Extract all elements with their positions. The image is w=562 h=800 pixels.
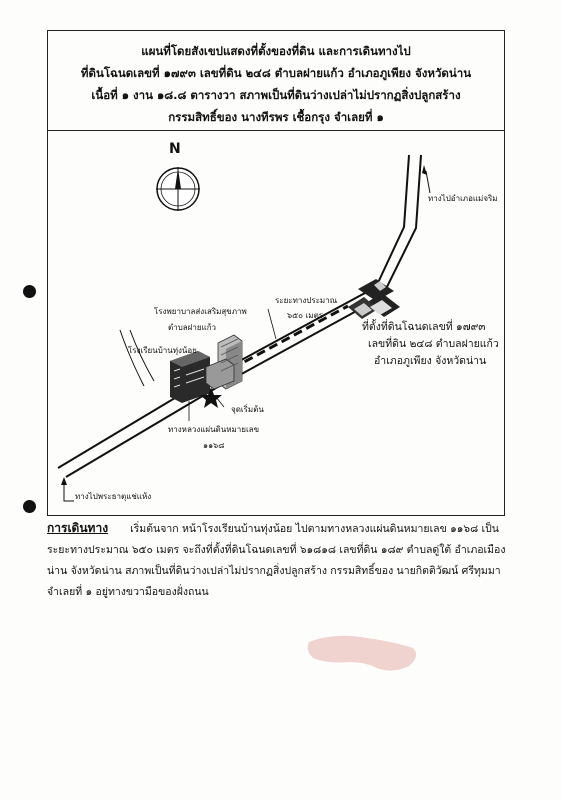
header-line-3: เนื้อที่ ๑ งาน ๑๘.๘ ตารางวา สภาพเป็นที่ดินว่างเปล่าไม่ปรากฏสิ่งปลูกสร้าง [91, 88, 461, 102]
label-land-line-2: เลขที่ดิน ๒๔๘ ตำบลฝายแก้ว [368, 338, 499, 350]
arrow-up-icon-2 [61, 477, 67, 485]
binder-hole-top [23, 285, 36, 298]
binder-hole-bottom [23, 500, 36, 513]
label-start-point: จุดเริ่มต้น [231, 405, 264, 414]
label-to-phra-that: ทางไปพระธาตุแช่แห้ง [75, 492, 152, 501]
header-line-2: ที่ดินโฉนดเลขที่ ๑๗๙๓ เลขที่ดิน ๒๔๘ ตำบลฝายแก้ว อำเภอภูเพียง จังหวัดน่าน [80, 66, 472, 80]
route-title: การเดินทาง [47, 521, 109, 535]
stain-mark [305, 632, 421, 674]
north-label: N [169, 141, 181, 157]
label-distance-value: ๖๕๐ เมตร [287, 311, 324, 320]
route-text: เริ่มต้นจาก หน้าโรงเรียนบ้านทุ่งน้อย ไปตามทางหลวงแผ่นดินหมายเลข ๑๑๖๘ เป็นระยะทางประมาณ ๖๕๐ เมตร จะถึงที่ตั้งที่ดินโฉนดเลขที่ ๖๑๘๑๘ เลขที่ดิน ๑๘๙ ตำบลดู่ใต้ อำเภอเมืองน่าน จังหวัดน่าน สภาพเป็นที่ดินว่างเปล่าไม่ปรากฏสิ่งปลูกสร้าง กรรมสิทธิ์ของ นายกิตติวัฒน์ ศรีทุมมา จำเลยที่ ๑ อยู่ทางขวามือของฝั่งถนน [47, 523, 506, 598]
header-line-4: กรรมสิทธิ์ของ นางทีรพร เชื้อกรุง จำเลยที่ ๑ [168, 110, 384, 124]
header-line-1: แผนที่โดยสังเขปแสดงที่ตั้งของที่ดิน และการเดินทางไป [141, 44, 411, 58]
pointer-hospital [268, 309, 276, 339]
label-school: โรงเรียนบ้านทุ่งน้อย [128, 346, 197, 355]
label-hospital-2: ตำบลฝายแก้ว [168, 323, 217, 332]
north-arrow-icon [156, 167, 200, 211]
arrow-up-icon [422, 165, 427, 175]
sketch-map [48, 131, 504, 515]
route-description [47, 518, 507, 603]
side-road-a [120, 330, 144, 386]
label-distance: ระยะทางประมาณ [275, 296, 338, 305]
hospital-building-icon [206, 335, 242, 389]
document-header [48, 31, 504, 131]
label-land-line-1: ที่ตั้งที่ดินโฉนดเลขที่ ๑๗๙๓ [362, 321, 486, 333]
label-to-mae-charim: ทางไปอำเภอแม่จริม [428, 194, 498, 203]
label-highway-1: ทางหลวงแผ่นดินหมายเลข [168, 425, 260, 434]
label-land-line-3: อำเภอภูเพียง จังหวัดน่าน [374, 355, 487, 367]
map-frame [47, 30, 505, 516]
label-hospital-1: โรงพยาบาลส่งเสริมสุขภาพ [154, 307, 247, 316]
label-highway-2: ๑๑๖๘ [203, 441, 225, 450]
pointer-phra-that [64, 483, 74, 501]
